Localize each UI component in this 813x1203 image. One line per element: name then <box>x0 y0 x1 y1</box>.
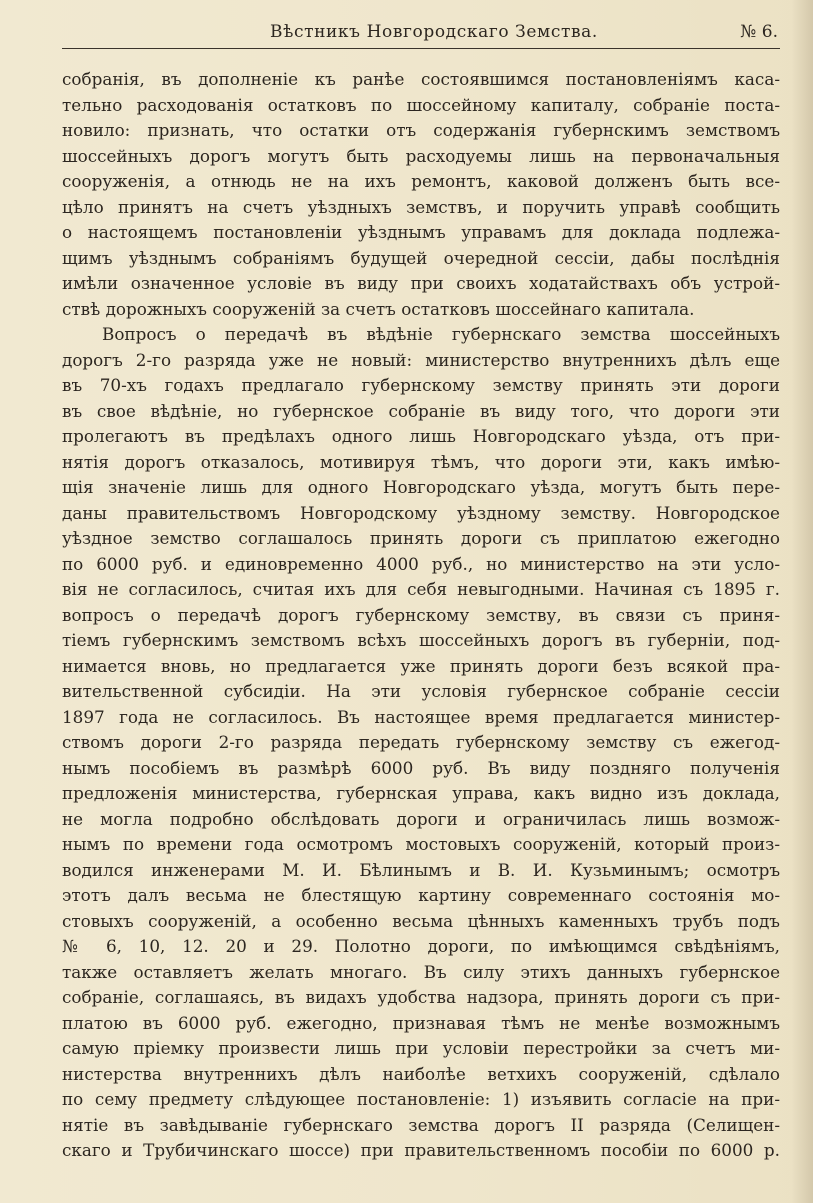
text-line: скаго и Трубичинскаго шоссе) при правительственномъ пособіи по 6000 р. <box>62 1140 780 1160</box>
text-line: о настоящемъ постановленіи уѣзднымъ управамъ для доклада подлежа- <box>62 222 780 242</box>
text-line: стовыхъ сооруженій, а особенно весьма цѣнныхъ каменныхъ трубъ подъ <box>62 910 780 931</box>
text-line: пролегаютъ въ предѣлахъ одного лишь Новгородскаго уѣзда, отъ при- <box>62 426 780 446</box>
text-line: водился инженерами М. И. Бѣлинымъ и В. И. Кузьминымъ; осмотръ <box>62 859 780 880</box>
text-line: не могла подробно обслѣдовать дороги и ограничилась лишь возмож- <box>62 808 780 829</box>
text-line: платою въ 6000 руб. ежегодно, признавая тѣмъ не менѣе возможнымъ <box>62 1012 780 1033</box>
text-line: въ свое вѣдѣніе, но губернское собраніе въ виду того, что дороги эти <box>62 400 780 421</box>
text-line: даны правительствомъ Новгородскому уѣздному земству. Новгородское <box>62 502 780 523</box>
text-line: также оставляетъ желать многаго. Въ силу этихъ данныхъ губернское <box>62 961 780 982</box>
text-line: предложенія министерства, губернская управа, какъ видно изъ доклада, <box>62 783 780 803</box>
text-line: по 6000 руб. и единовременно 4000 руб., но министерство на эти усло- <box>62 553 780 574</box>
running-title: Вѣстникъ Новгородскаго Земства. <box>270 22 598 42</box>
text-line: собранія, въ дополненіе къ ранѣе состоявшимся постановленіямъ каса- <box>62 69 780 89</box>
text-line: уѣздное земство соглашалось принять дороги съ приплатою ежегодно <box>62 528 780 548</box>
text-line: нымъ пособіемъ въ размѣрѣ 6000 руб. Въ виду поздняго полученія <box>62 757 780 778</box>
text-line: тіемъ губернскимъ земствомъ всѣхъ шоссейныхъ дорогъ въ губерніи, под- <box>62 630 780 650</box>
text-line: нымъ по времени года осмотромъ мостовыхъ сооруженій, который произ- <box>62 834 780 854</box>
running-header <box>62 18 780 48</box>
text-line: ствомъ дороги 2-го разряда передать губернскому земству съ ежегод- <box>62 732 780 752</box>
text-line: въ 70-хъ годахъ предлагало губернскому земству принять эти дороги <box>62 375 780 395</box>
text-line: нимается вновь, но предлагается уже принять дороги безъ всякой пра- <box>62 655 780 676</box>
text-line: нятія дорогъ отказалось, мотивируя тѣмъ, что дороги эти, какъ имѣю- <box>62 451 780 472</box>
body-text <box>62 67 780 1164</box>
text-line: сооруженія, а отнюдь не на ихъ ремонтъ, каковой долженъ быть все- <box>62 171 780 191</box>
header-rule <box>62 48 780 49</box>
paragraph-end-line: ствѣ дорожныхъ сооруженій за счетъ остатковъ шоссейнаго капитала. <box>62 298 695 319</box>
text-line: № 6, 10, 12. 20 и 29. Полотно дороги, по имѣющимся свѣдѣніямъ, <box>62 936 780 956</box>
text-line: дорогъ 2-го разряда уже не новый: министерство внутреннихъ дѣлъ еще <box>62 349 780 370</box>
text-line: новило: признать, что остатки отъ содержанія губернскимъ земствомъ <box>62 120 780 140</box>
text-line: самую пріемку произвести лишь при условіи перестройки за счетъ ми- <box>62 1038 780 1058</box>
paragraph-start-line: Вопросъ о передачѣ въ вѣдѣніе губернскаго земства шоссейныхъ <box>102 324 780 344</box>
text-line: имѣли означенное условіе въ виду при своихъ ходатайствахъ объ устрой- <box>62 273 780 293</box>
text-line: шоссейныхъ дорогъ могутъ быть расходуемы лишь на первоначальныя <box>62 145 780 166</box>
text-line: этотъ далъ весьма не блестящую картину современнаго состоянія мо- <box>62 885 780 905</box>
text-line: нятіе въ завѣдываніе губернскаго земства дорогъ II разряда (Селищен- <box>62 1114 780 1135</box>
page-edge-shadow <box>791 0 813 1203</box>
text-line: вопросъ о передачѣ дорогъ губернскому земству, въ связи съ приня- <box>62 604 780 625</box>
text-line: по сему предмету слѣдующее постановленіе: 1) изъявить согласіе на при- <box>62 1089 780 1109</box>
text-line: собраніе, соглашаясь, въ видахъ удобства надзора, принять дороги съ при- <box>62 987 780 1007</box>
page-number: № 6. <box>740 22 778 42</box>
text-line: вительственной субсидіи. На эти условія губернское собраніе сессіи <box>62 681 780 701</box>
text-line: щимъ уѣзднымъ собраніямъ будущей очередной сессіи, дабы послѣднія <box>62 247 780 268</box>
text-line: цѣло принятъ на счетъ уѣздныхъ земствъ, и поручить управѣ сообщить <box>62 196 780 217</box>
text-line: нистерства внутреннихъ дѣлъ наиболѣе ветхихъ сооруженій, сдѣлало <box>62 1063 780 1084</box>
text-line: вія не согласилось, считая ихъ для себя невыгодными. Начиная съ 1895 г. <box>62 579 780 599</box>
text-line: тельно расходованія остатковъ по шоссейному капиталу, собраніе поста- <box>62 94 780 115</box>
text-line: щія значеніе лишь для одного Новгородскаго уѣзда, могутъ быть пере- <box>62 477 780 497</box>
text-line: 1897 года не согласилось. Въ настоящее время предлагается министер- <box>62 706 780 727</box>
